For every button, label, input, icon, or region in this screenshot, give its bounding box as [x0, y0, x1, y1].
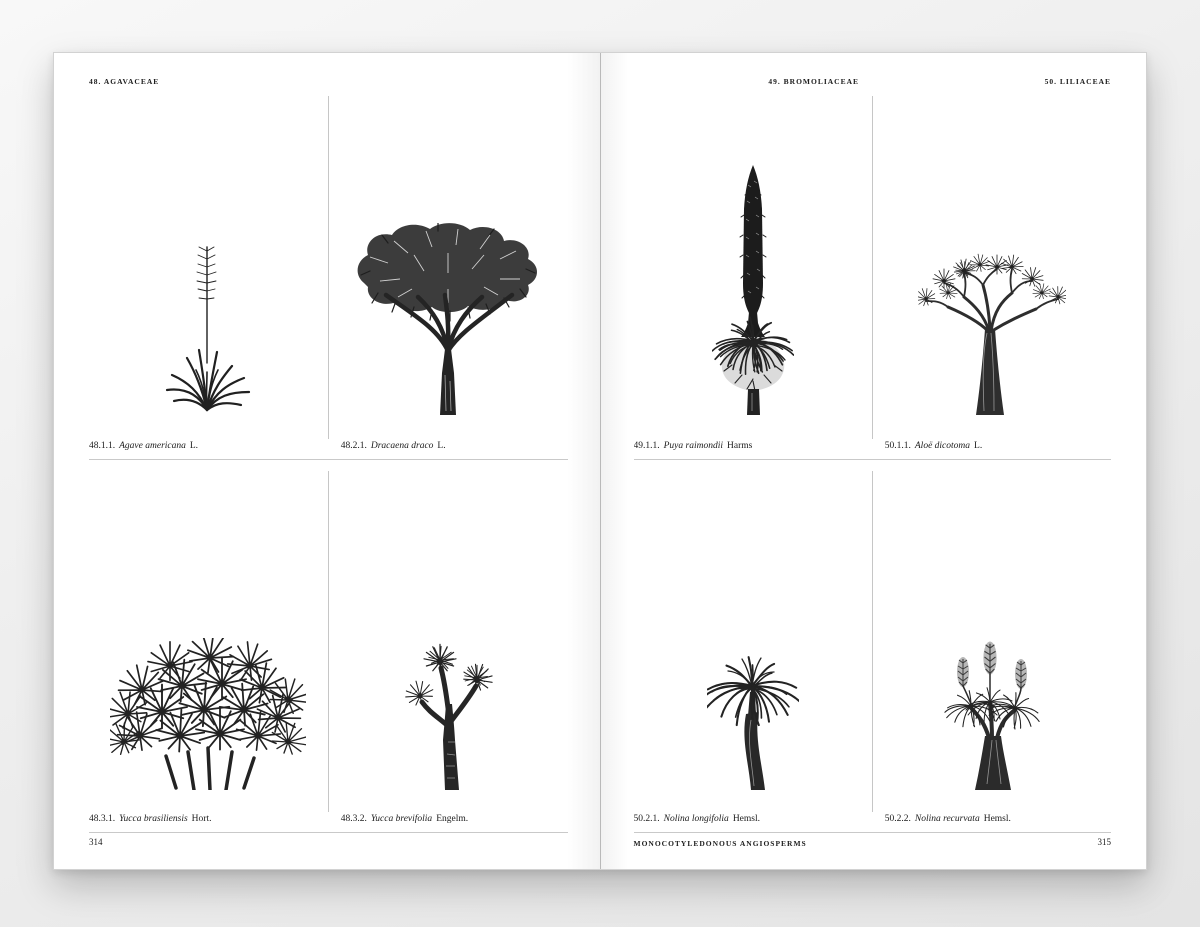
plate-caption: [634, 812, 872, 832]
caption-author: L.: [189, 441, 199, 451]
illustration-yucca-brasiliensis: [89, 471, 328, 812]
caption-species: Puya raimondii: [663, 441, 723, 451]
left-page: [54, 53, 600, 869]
caption-author: Hemsl.: [983, 814, 1011, 824]
illustration-agave-americana: [89, 96, 328, 439]
plate-row-1: [89, 96, 568, 460]
caption-author: Harms: [727, 441, 753, 451]
plate-caption: [634, 439, 872, 459]
caption-species: Aloë dicotoma: [914, 441, 971, 451]
plate-cell: [873, 471, 1111, 832]
plate-row-2: [89, 471, 568, 833]
plate-cell: [89, 471, 328, 832]
caption-author: Hemsl.: [732, 814, 760, 824]
plate-caption: [873, 439, 1111, 459]
caption-number: 50.2.2.: [884, 814, 911, 824]
family-header-48: 48. AGAVACEAE: [89, 77, 160, 86]
caption-species: Agave americana: [119, 441, 186, 451]
caption-author: Engelm.: [436, 814, 469, 824]
right-page: [600, 53, 1147, 869]
plate-row-1: [634, 96, 1112, 460]
plate-caption: [89, 812, 328, 832]
illustration-dracaena-draco: [329, 96, 568, 439]
caption-number: 50.1.1.: [884, 441, 911, 451]
plate-cell: [634, 471, 872, 832]
book-spread: [53, 52, 1147, 870]
caption-number: 48.2.1.: [340, 441, 367, 451]
illustration-nolina-recurvata: [873, 471, 1111, 812]
caption-species: Nolina longifolia: [663, 814, 729, 824]
family-header-49: 49. BROMOLIACEAE: [768, 77, 859, 86]
plate-caption: [89, 439, 328, 459]
plate-cell: [89, 96, 328, 459]
plate-caption: [329, 812, 568, 832]
plate-cell: [873, 96, 1111, 459]
plate-caption: [329, 439, 568, 459]
page-number-right: 315: [1097, 837, 1111, 847]
plate-cell: [329, 96, 568, 459]
illustration-nolina-longifolia: [634, 471, 872, 812]
running-footer-title: MONOCOTYLEDONOUS ANGIOSPERMS: [633, 839, 807, 848]
illustration-puya-raimondii: [634, 96, 872, 439]
caption-number: 48.1.1.: [89, 441, 116, 451]
caption-number: 50.2.1.: [633, 814, 660, 824]
caption-species: Yucca brevifolia: [370, 814, 433, 824]
caption-species: Yucca brasiliensis: [119, 814, 188, 824]
caption-number: 48.3.1.: [89, 814, 116, 824]
plate-cell: [634, 96, 872, 459]
caption-author: Hort.: [191, 814, 212, 824]
illustration-yucca-brevifolia: [329, 471, 568, 812]
caption-species: Dracaena draco: [370, 441, 434, 451]
caption-author: L.: [974, 441, 983, 451]
caption-number: 49.1.1.: [633, 441, 660, 451]
plate-row-2: [634, 471, 1112, 833]
caption-number: 48.3.2.: [340, 814, 367, 824]
family-header-50: 50. LILIACEAE: [1044, 77, 1111, 86]
plate-cell: [329, 471, 568, 832]
illustration-aloe-dicotoma: [873, 96, 1111, 439]
caption-species: Nolina recurvata: [914, 814, 980, 824]
page-number-left: 314: [89, 837, 103, 847]
plate-caption: [873, 812, 1111, 832]
caption-author: L.: [437, 441, 446, 451]
